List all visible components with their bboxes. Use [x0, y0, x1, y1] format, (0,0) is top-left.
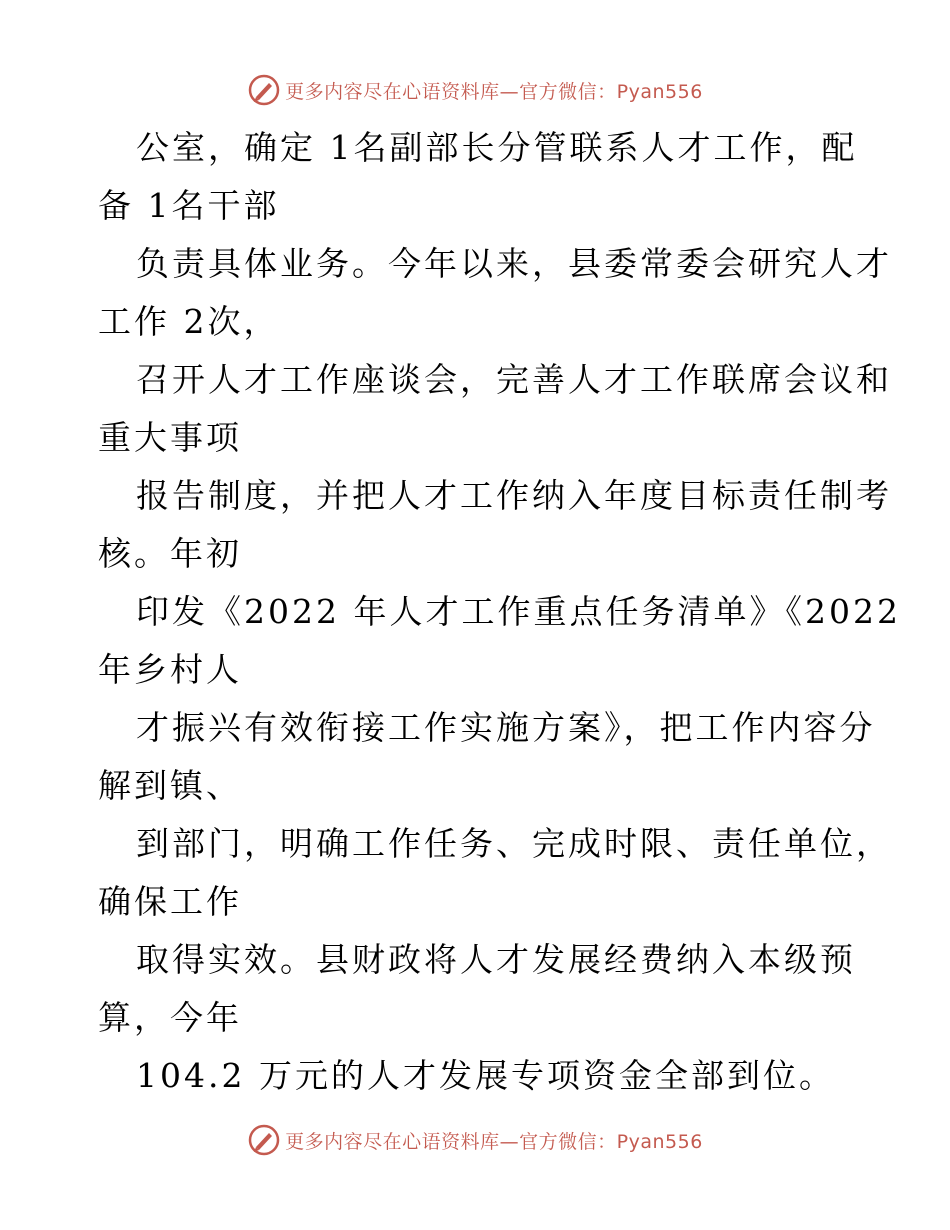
body-line: 年乡村人	[98, 650, 242, 689]
body-line: 104.2 万元的人才发展专项资金全部到位。	[136, 1056, 835, 1095]
body-line: 到部门，明确工作任务、完成时限、责任单位，	[136, 824, 892, 863]
body-line: 召开人才工作座谈会，完善人才工作联席会议和	[136, 360, 892, 399]
footer-watermark-text: 更多内容尽在心语资料库—官方微信：Pyan556	[285, 1130, 703, 1153]
body-line: 才振兴有效衔接工作实施方案》，把工作内容分	[136, 708, 876, 747]
body-line: 算，今年	[98, 998, 242, 1037]
body-line: 取得实效。县财政将人才发展经费纳入本级预	[136, 940, 856, 979]
body-line: 报告制度，并把人才工作纳入年度目标责任制考	[136, 476, 892, 515]
header-watermark	[0, 70, 950, 110]
body-line: 公室，确定 1名副部长分管联系人才工作，配	[136, 128, 858, 167]
body-line: 核。年初	[98, 534, 242, 573]
footer-watermark	[0, 1120, 950, 1160]
body-line: 工作 2次，	[98, 302, 280, 341]
body-line: 重大事项	[98, 418, 242, 457]
body-line: 印发《2022 年人才工作重点任务清单》《2022	[136, 592, 901, 631]
header-watermark-text: 更多内容尽在心语资料库—官方微信：Pyan556	[285, 80, 703, 103]
body-line: 解到镇、	[98, 766, 242, 805]
body-line: 备 1名干部	[98, 186, 280, 225]
pen-logo-icon	[247, 73, 281, 107]
body-line: 负责具体业务。今年以来，县委常委会研究人才	[136, 244, 892, 283]
body-line: 确保工作	[98, 882, 242, 921]
pen-logo-icon	[247, 1123, 281, 1157]
